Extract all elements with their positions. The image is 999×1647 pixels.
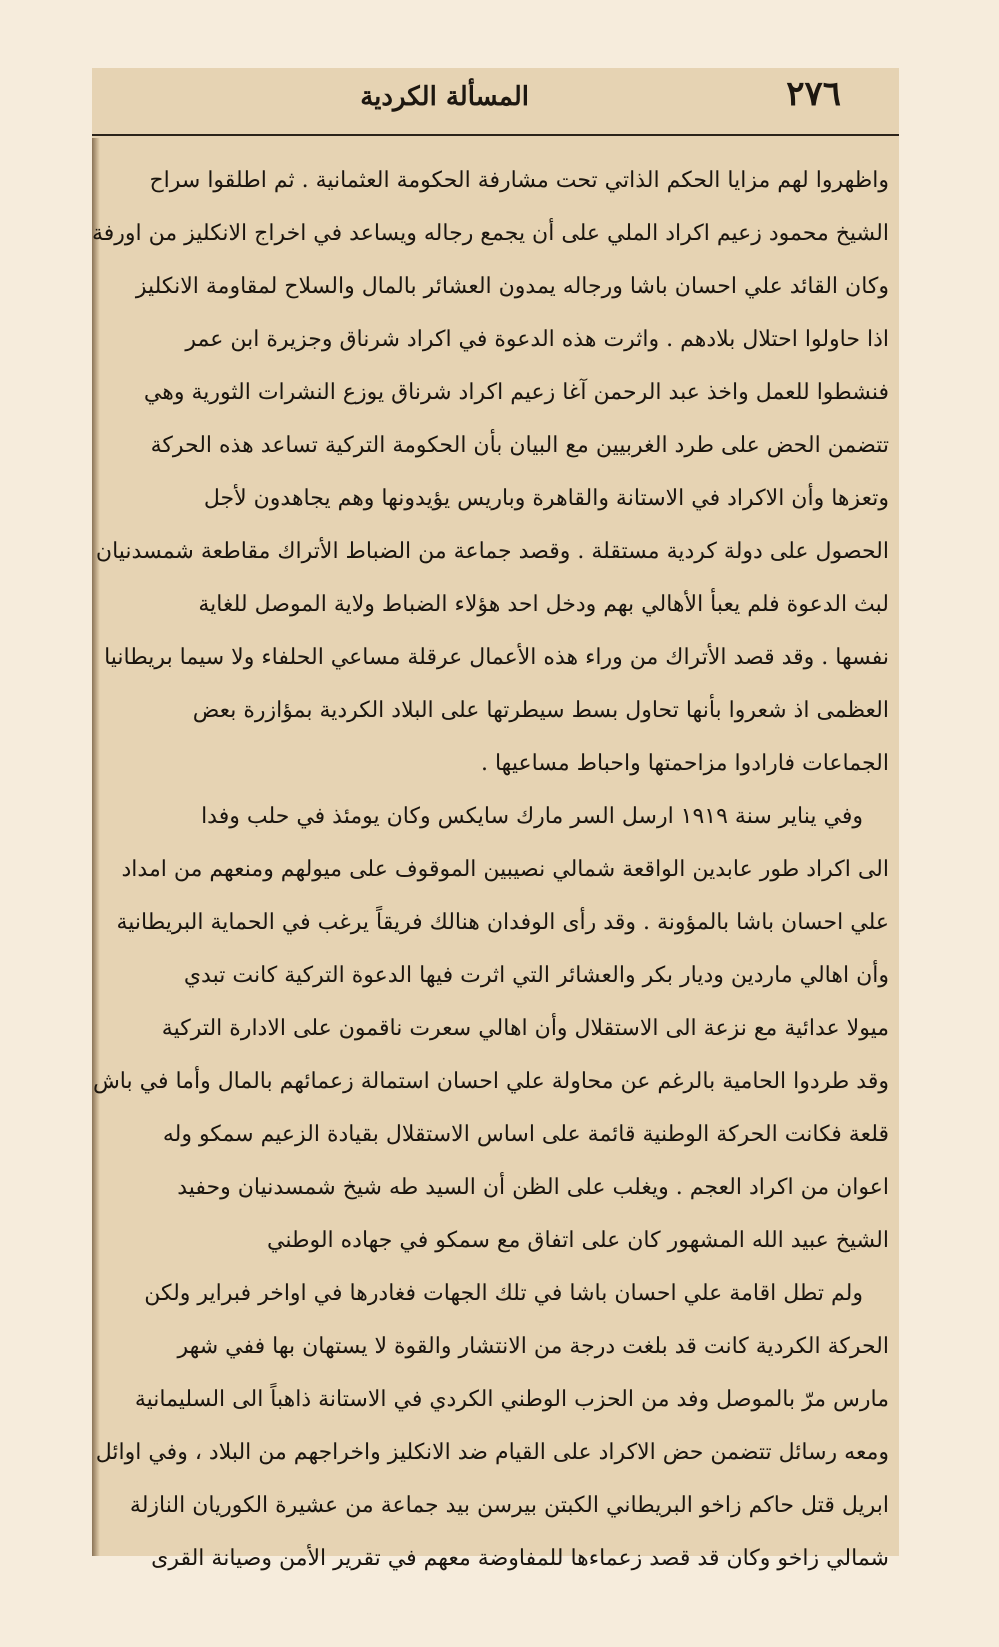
text-line: الشيخ عبيد الله المشهور كان على اتفاق مع سمكو في جهاده الوطني xyxy=(266,1228,889,1253)
page-number: ٢٧٦ xyxy=(786,74,841,114)
text-line: الشيخ محمود زعيم اكراد الملي على أن يجمع رجاله ويساعد في اخراج الانكليز من اورفة xyxy=(91,221,889,246)
text-line: وكان القائد علي احسان باشا ورجاله يمدون العشائر بالمال والسلاح لمقاومة الانكليز xyxy=(135,274,889,299)
text-line: واظهروا لهم مزايا الحكم الذاتي تحت مشارفة الحكومة العثمانية . ثم اطلقوا سراح xyxy=(149,168,889,193)
book-page xyxy=(91,68,899,1571)
text-line: قلعة فكانت الحركة الوطنية قائمة على اساس الاستقلال بقيادة الزعيم سمكو وله xyxy=(162,1122,889,1147)
text-line: علي احسان باشا بالمؤونة . وقد رأى الوفدان هنالك فريقاً يرغب في الحماية البريطانية xyxy=(116,910,889,935)
text-line: وقد طردوا الحامية بالرغم عن محاولة علي احسان استمالة زعمائهم بالمال وأما في باش xyxy=(92,1069,889,1094)
text-line: تتضمن الحض على طرد الغربيين مع البيان بأن الحكومة التركية تساعد هذه الحركة xyxy=(150,433,889,458)
text-line: مارس مرّ بالموصل وفد من الحزب الوطني الكردي في الاستانة ذاهباً الى السليمانية xyxy=(134,1387,889,1412)
text-line: الى اكراد طور عابدين الواقعة شمالي نصيبين الموقوف على ميولهم ومنعهم من امداد xyxy=(121,857,889,882)
paragraph-start-line: وفي يناير سنة ١٩١٩ ارسل السر مارك سايكس وكان يومئذ في حلب وفدا xyxy=(201,804,863,829)
text-line: ومعه رسائل تتضمن حض الاكراد على القيام ضد الانكليز واخراجهم من البلاد ، وفي اوائل xyxy=(95,1440,889,1465)
text-line: وأن اهالي ماردين وديار بكر والعشائر التي اثرت فيها الدعوة التركية كانت تبدي xyxy=(183,963,889,988)
text-line: ابريل قتل حاكم زاخو البريطاني الكبتن بيرسن بيد جماعة من عشيرة الكوريان النازلة xyxy=(129,1493,889,1518)
running-title: المسألة الكردية xyxy=(360,82,529,112)
page-body-text xyxy=(91,154,889,1585)
book-spine-shadow xyxy=(92,138,100,1556)
text-line: وتعزها وأن الاكراد في الاستانة والقاهرة وباريس يؤيدونها وهم يجاهدون لأجل xyxy=(203,486,889,511)
text-line: اعوان من اكراد العجم . ويغلب على الظن أن السيد طه شيخ شمسدنيان وحفيد xyxy=(177,1175,889,1200)
header-rule xyxy=(92,134,899,136)
page-header xyxy=(92,68,899,136)
text-line: العظمى اذ شعروا بأنها تحاول بسط سيطرتها على البلاد الكردية بمؤازرة بعض xyxy=(192,698,889,723)
paragraph-start-line: ولم تطل اقامة علي احسان باشا في تلك الجهات فغادرها في اواخر فبراير ولكن xyxy=(144,1281,863,1306)
text-line: الحركة الكردية كانت قد بلغت درجة من الانتشار والقوة لا يستهان بها ففي شهر xyxy=(177,1334,889,1359)
text-line: الحصول على دولة كردية مستقلة . وقصد جماعة من الضباط الأتراك مقاطعة شمسدنيان xyxy=(95,539,889,564)
text-line: فنشطوا للعمل واخذ عبد الرحمن آغا زعيم اكراد شرناق يوزع النشرات الثورية وهي xyxy=(143,380,889,405)
text-line: شمالي زاخو وكان قد قصد زعماءها للمفاوضة معهم في تقرير الأمن وصيانة القرى xyxy=(151,1546,889,1571)
text-line: اذا حاولوا احتلال بلادهم . واثرت هذه الدعوة في اكراد شرناق وجزيرة ابن عمر xyxy=(185,327,889,352)
text-line: ميولا عدائية مع نزعة الى الاستقلال وأن اهالي سعرت ناقمون على الادارة التركية xyxy=(161,1016,889,1041)
text-line: لبث الدعوة فلم يعبأ الأهالي بهم ودخل احد هؤلاء الضباط ولاية الموصل للغاية xyxy=(198,592,889,617)
text-line: نفسها . وقد قصد الأتراك من وراء هذه الأعمال عرقلة مساعي الحلفاء ولا سيما بريطانيا xyxy=(104,645,889,670)
text-line: الجماعات فارادوا مزاحمتها واحباط مساعيها . xyxy=(480,751,889,776)
